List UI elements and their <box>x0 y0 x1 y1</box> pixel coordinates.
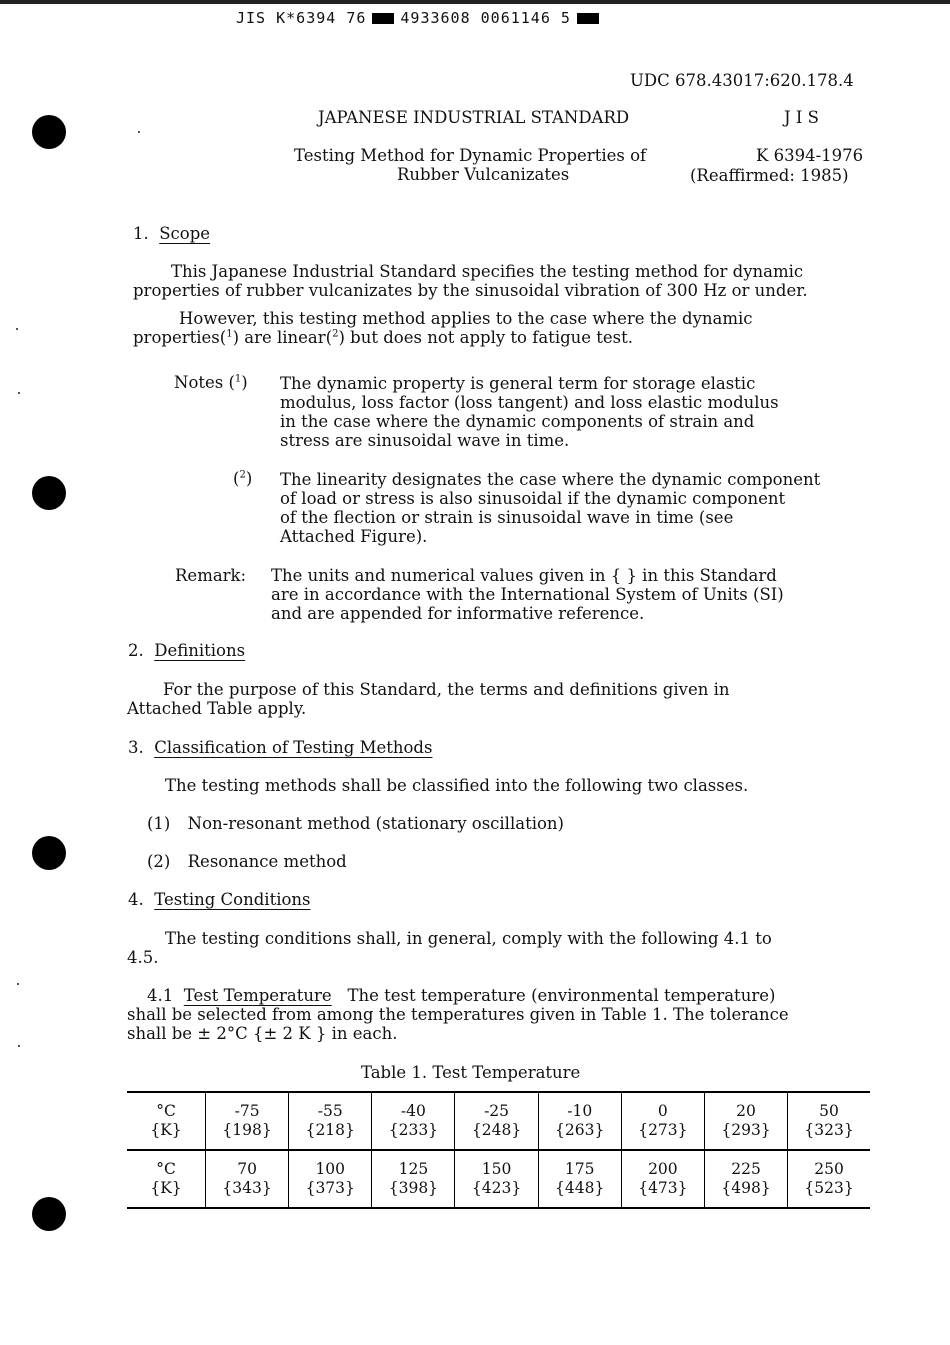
section-title: Testing Conditions <box>154 890 311 909</box>
punch-hole <box>32 1197 66 1231</box>
list-item-text: Resonance method <box>187 852 347 871</box>
celsius-value: 200 <box>648 1160 678 1178</box>
table-cell <box>704 1150 787 1208</box>
kelvin-value: {523} <box>804 1179 854 1197</box>
standard-title: JAPANESE INDUSTRIAL STANDARD <box>318 108 630 127</box>
text-run: ( <box>233 469 240 488</box>
subsection-4-1-line2: shall be selected from among the temperatures given in Table 1. The tolerance <box>127 1005 789 1024</box>
subsection-number: 4.1 <box>147 986 174 1005</box>
note-line: of the flection or strain is sinusoidal wave in time (see <box>280 508 734 527</box>
list-item <box>147 814 564 833</box>
table-cell <box>455 1150 538 1208</box>
kelvin-value: {448} <box>555 1179 605 1197</box>
list-item-number: (2) <box>147 852 171 871</box>
table-row <box>127 1092 870 1150</box>
table-cell <box>372 1092 455 1150</box>
footnote-ref: 1 <box>226 328 233 340</box>
footnote-ref: 2 <box>332 328 339 340</box>
section-heading <box>128 738 432 757</box>
section-title: Definitions <box>154 641 246 660</box>
unit-cell <box>127 1150 206 1208</box>
celsius-value: 100 <box>315 1160 346 1178</box>
kelvin-value: {293} <box>721 1121 771 1139</box>
text-run: Notes ( <box>174 373 235 392</box>
header-strip <box>236 9 605 27</box>
celsius-value: 250 <box>814 1160 844 1178</box>
celsius-value: 20 <box>736 1102 756 1120</box>
remark-line: and are appended for informative reference. <box>271 604 645 623</box>
kelvin-value: {323} <box>804 1121 854 1139</box>
header-number: 4933608 0061146 5 <box>400 9 571 27</box>
celsius-value: 0 <box>657 1102 668 1120</box>
section-number: 3. <box>128 738 144 757</box>
table-cell <box>621 1150 704 1208</box>
header-code: JIS K*6394 76 <box>236 9 367 27</box>
scope-p2-line1: However, this testing method applies to the case where the dynamic <box>179 309 753 328</box>
scope-p1-line2: properties of rubber vulcanizates by the sinusoidal vibration of 300 Hz or under. <box>133 281 808 300</box>
celsius-value: 50 <box>819 1102 839 1120</box>
note-line: in the case where the dynamic components of strain and <box>280 412 755 431</box>
text-run: ) but does not apply to fatigue test. <box>338 328 634 347</box>
kelvin-value: {373} <box>305 1179 355 1197</box>
reaffirmed: (Reaffirmed: 1985) <box>690 166 849 185</box>
doc-number: K 6394-1976 <box>756 146 864 165</box>
celsius-value: 175 <box>564 1160 595 1178</box>
doc-title-line2: Rubber Vulcanizates <box>397 165 570 184</box>
scope-p1-line1: This Japanese Industrial Standard specifies the testing method for dynamic <box>171 262 804 281</box>
table-cell <box>372 1150 455 1208</box>
section-heading <box>128 890 311 909</box>
subsection-4-1-line3: shall be ± 2°C {± 2 K } in each. <box>127 1024 398 1043</box>
note-1-text <box>280 374 779 450</box>
subsection-title: Test Temperature <box>183 986 332 1005</box>
table-cell <box>538 1092 621 1150</box>
section-number: 4. <box>128 890 144 909</box>
definitions-line1: For the purpose of this Standard, the terms and definitions given in <box>163 680 730 699</box>
table-row <box>127 1150 870 1208</box>
celsius-value: 70 <box>237 1160 257 1178</box>
text-run: ) <box>245 469 253 488</box>
redaction-block <box>577 13 599 24</box>
classification-intro: The testing methods shall be classified into the following two classes. <box>165 776 749 795</box>
text-run: properties( <box>133 328 227 347</box>
scan-speck <box>16 328 18 330</box>
unit-cell <box>127 1092 206 1150</box>
celsius-value: -10 <box>567 1102 593 1120</box>
footnote-ref: 2 <box>239 469 246 481</box>
text-run: ) are linear( <box>232 328 333 347</box>
remark-label: Remark: <box>175 566 247 585</box>
scan-speck <box>17 983 19 985</box>
celsius-value: -55 <box>317 1102 343 1120</box>
note-2-text <box>280 470 820 546</box>
scan-top-border <box>0 0 950 4</box>
temperature-table <box>127 1091 870 1209</box>
scan-speck <box>138 131 140 133</box>
remark-line: are in accordance with the International System of Units (SI) <box>271 585 784 604</box>
table-cell <box>289 1150 372 1208</box>
section-title: Scope <box>159 224 211 243</box>
udc-number: UDC 678.43017:620.178.4 <box>630 71 854 90</box>
section-heading <box>133 224 210 243</box>
remark-line: The units and numerical values given in { } in this Standard <box>271 566 777 585</box>
table-cell <box>788 1150 870 1208</box>
text-run: ) <box>241 373 248 392</box>
note-line: The dynamic property is general term for storage elastic <box>280 374 756 393</box>
celsius-value: 225 <box>731 1160 761 1178</box>
table-cell <box>289 1092 372 1150</box>
table-cell <box>788 1092 870 1150</box>
celsius-value: -40 <box>400 1102 426 1120</box>
punch-hole <box>32 476 66 510</box>
celsius-value: 125 <box>398 1160 429 1178</box>
subsection-4-1-line1 <box>147 986 775 1005</box>
celsius-value: -75 <box>234 1102 260 1120</box>
list-item <box>147 852 347 871</box>
notes-label <box>174 373 248 392</box>
conditions-line2: 4.5. <box>127 948 159 967</box>
punch-hole <box>32 115 66 149</box>
note-line: of load or stress is also sinusoidal if the dynamic component <box>280 489 786 508</box>
note-line: Attached Figure). <box>280 527 428 546</box>
note-line: modulus, loss factor (loss tangent) and loss elastic modulus <box>280 393 779 412</box>
section-number: 2. <box>128 641 144 660</box>
scan-speck <box>18 1045 20 1047</box>
section-heading <box>128 641 245 660</box>
definitions-line2: Attached Table apply. <box>127 699 307 718</box>
doc-title-line1: Testing Method for Dynamic Properties of <box>294 146 647 165</box>
kelvin-value: {248} <box>471 1121 522 1139</box>
note-2-label <box>233 469 252 488</box>
remark-text <box>271 566 784 623</box>
celsius-value: -25 <box>484 1102 510 1120</box>
conditions-line1: The testing conditions shall, in general, comply with the following 4.1 to <box>165 929 772 948</box>
unit-celsius: °C <box>156 1102 176 1120</box>
jis-mark: J I S <box>784 108 819 127</box>
table-cell <box>704 1092 787 1150</box>
section-number: 1. <box>133 224 149 243</box>
table-cell <box>206 1150 289 1208</box>
unit-kelvin: {K} <box>150 1179 182 1197</box>
unit-kelvin: {K} <box>150 1121 182 1139</box>
note-line: The linearity designates the case where the dynamic component <box>280 470 821 489</box>
kelvin-value: {198} <box>222 1121 272 1139</box>
table-cell <box>455 1092 538 1150</box>
kelvin-value: {423} <box>471 1179 522 1197</box>
kelvin-value: {343} <box>222 1179 272 1197</box>
celsius-value: 150 <box>481 1160 512 1178</box>
section-title: Classification of Testing Methods <box>154 738 433 757</box>
kelvin-value: {273} <box>638 1121 688 1139</box>
unit-celsius: °C <box>156 1160 176 1178</box>
kelvin-value: {263} <box>555 1121 605 1139</box>
table-cell <box>621 1092 704 1150</box>
punch-hole <box>32 836 66 870</box>
table-cell <box>538 1150 621 1208</box>
kelvin-value: {498} <box>721 1179 771 1197</box>
text-run: The test temperature (environmental temperature) <box>347 986 776 1005</box>
list-item-text: Non-resonant method (stationary oscillation) <box>187 814 564 833</box>
kelvin-value: {473} <box>638 1179 688 1197</box>
table-caption: Table 1. Test Temperature <box>361 1063 581 1082</box>
note-line: stress are sinusoidal wave in time. <box>280 431 570 450</box>
table-cell <box>206 1092 289 1150</box>
footnote-ref: 1 <box>234 373 242 385</box>
redaction-block <box>372 13 394 24</box>
kelvin-value: {233} <box>388 1121 439 1139</box>
kelvin-value: {218} <box>305 1121 355 1139</box>
list-item-number: (1) <box>147 814 171 833</box>
kelvin-value: {398} <box>388 1179 439 1197</box>
scope-p2-line2 <box>133 328 633 347</box>
scan-speck <box>18 392 20 394</box>
